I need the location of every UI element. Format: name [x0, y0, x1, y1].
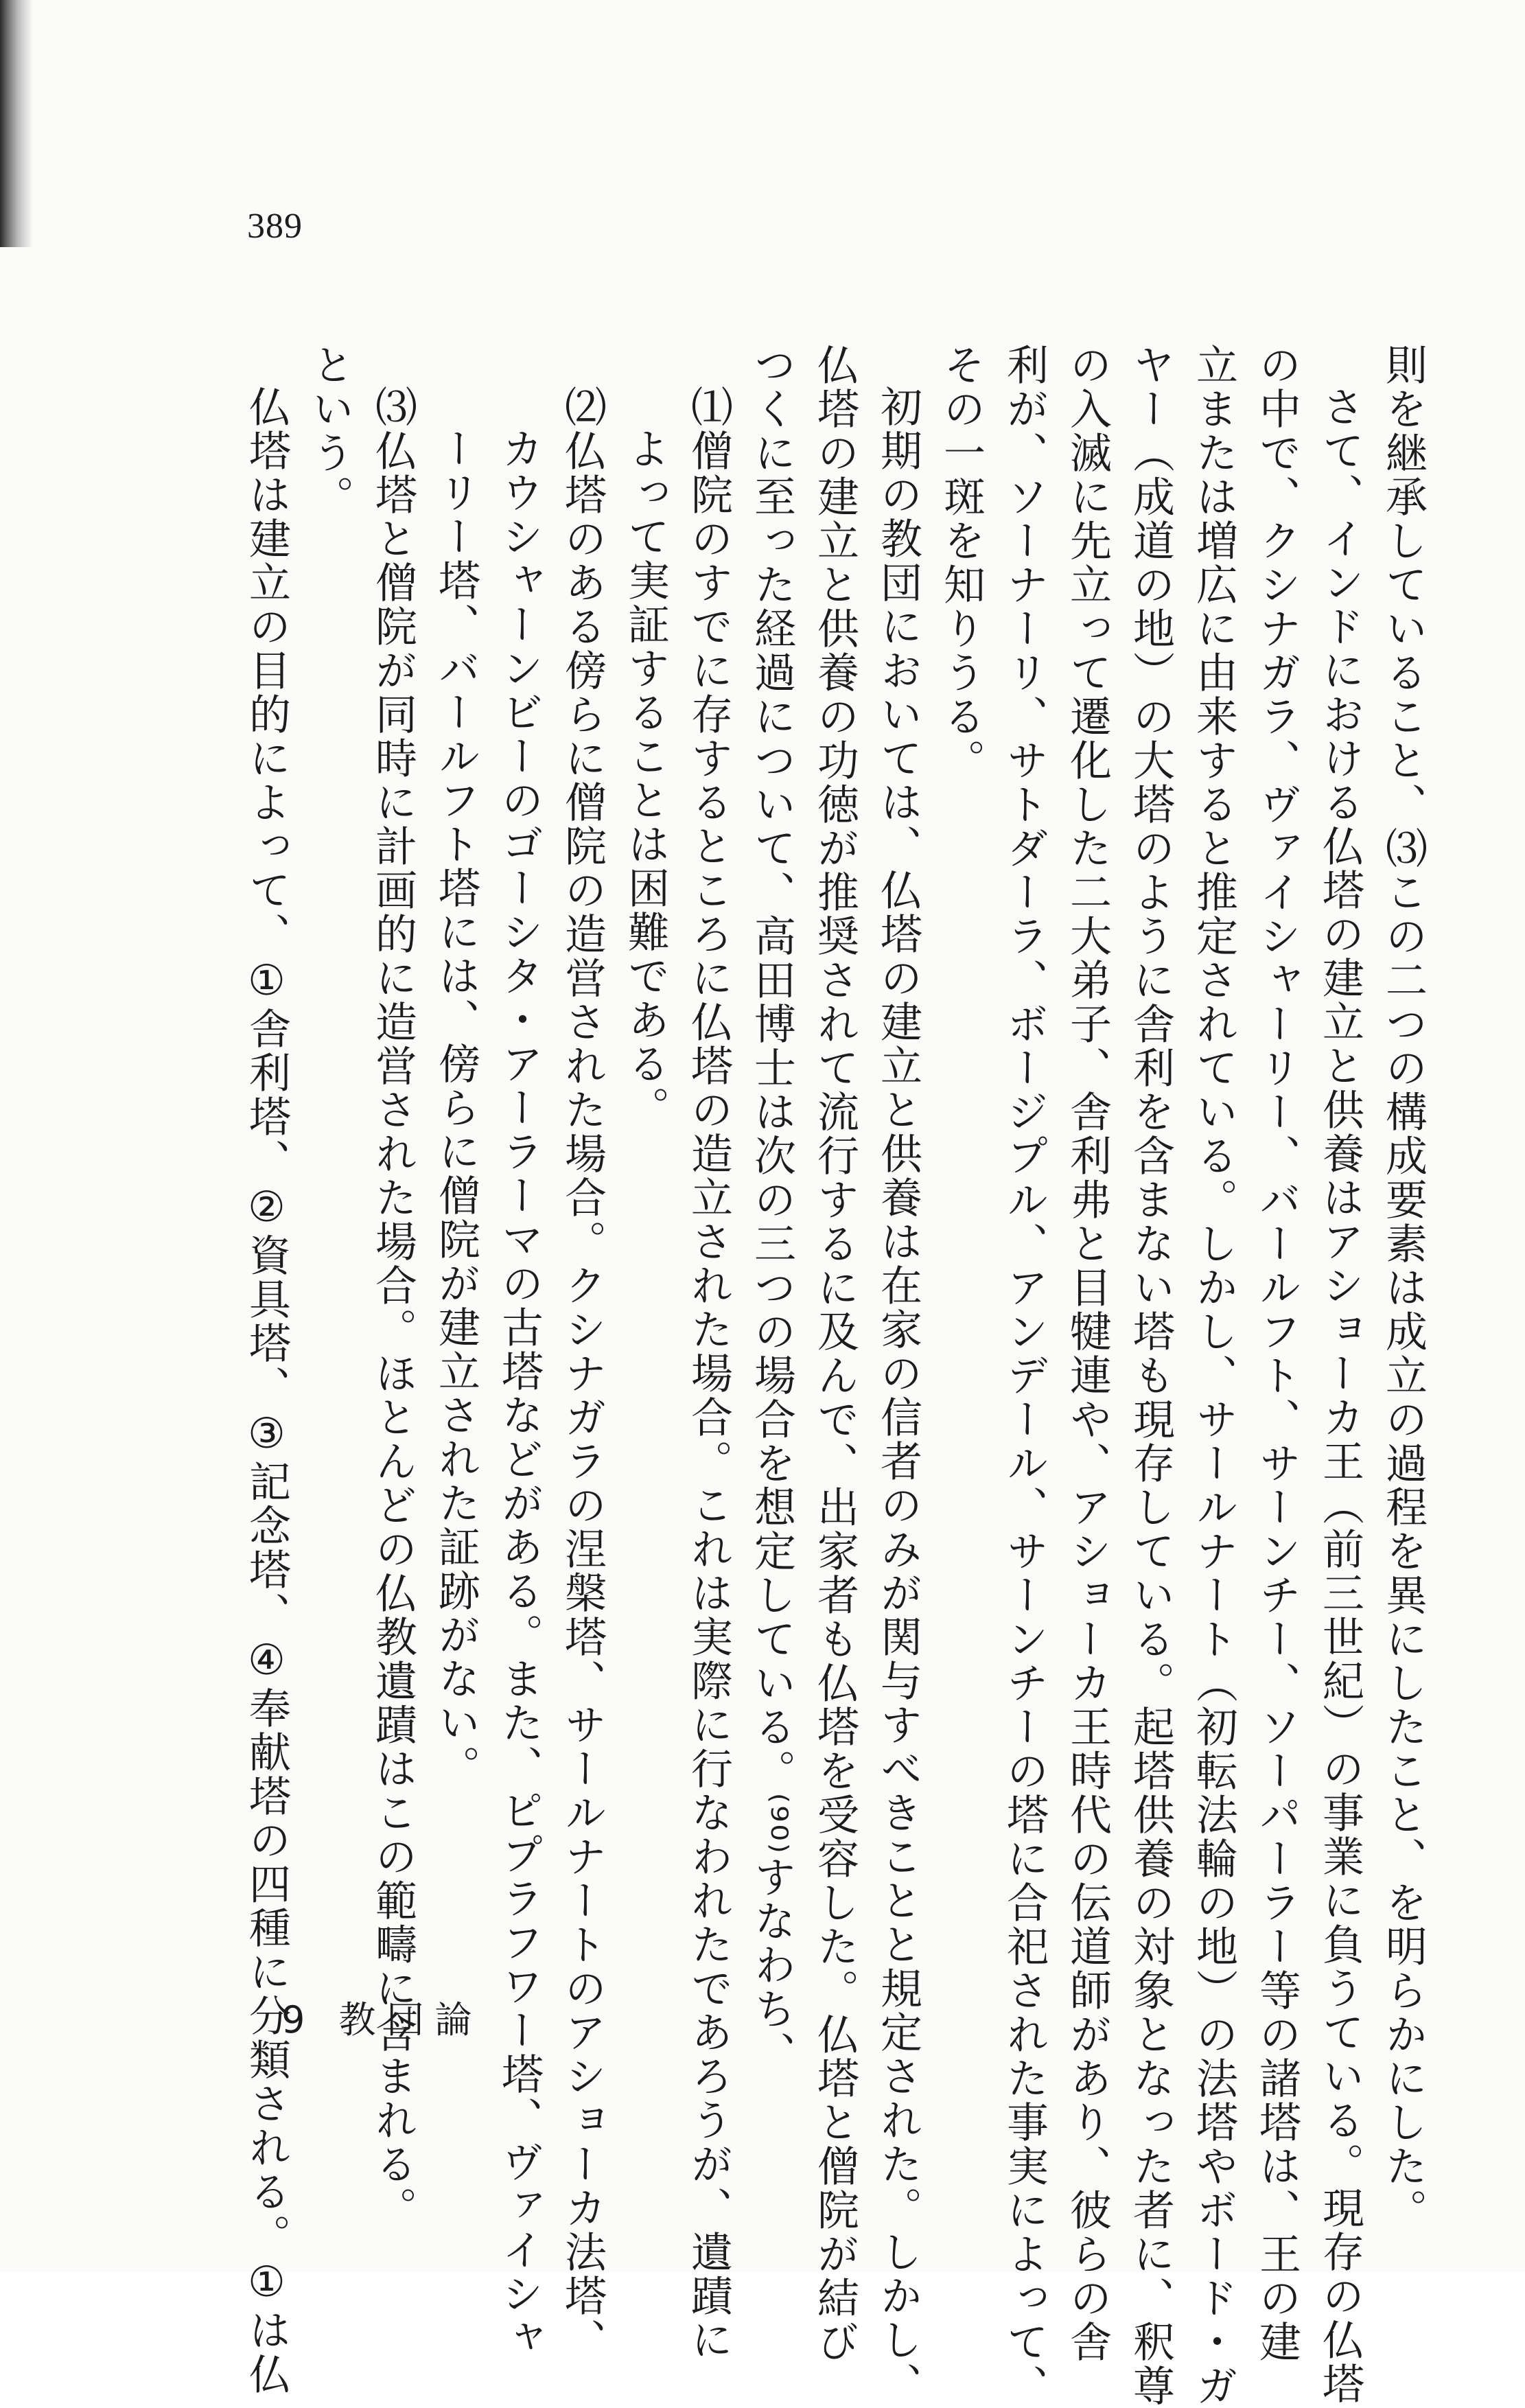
- text-line: の入滅に先立って遷化した二大弟子、舎利弗と目犍連や、アショーカ王時代の伝道師があり、彼らの舎: [1063, 343, 1112, 2364]
- text-line: その一斑を知りうる。: [937, 343, 986, 783]
- text-line: ⑵仏塔のある傍らに僧院の造営された場合。クシナガラの涅槃塔、サールナートのアショーカ法塔、: [558, 385, 607, 2362]
- running-footer: 9 教団論: [281, 1998, 483, 2041]
- text-line: よって実証することは困難である。: [621, 427, 670, 1130]
- text-line: という。: [305, 343, 354, 519]
- text-line: 仏塔の建立と供養の功徳が推奨されて流行するに及んで、出家者も仏塔を受容した。仏塔と僧院が結び: [811, 343, 859, 2364]
- page-number: 389: [247, 207, 303, 246]
- text-line: 初期の教団においては、仏塔の建立と供養は在家の信者のみが関与すべきことと規定された。しかし、: [874, 385, 922, 2406]
- text-line: つくに至った経過について、高田博士は次の三つの場合を想定している。⁽⁹⁰⁾すなわち、: [747, 343, 796, 2075]
- text-line: カウシャーンビーのゴーシタ・アーラーマの古塔などがある。また、ピプラフワー塔、ヴァイシャ: [495, 427, 544, 2360]
- text-line: の中で、クシナガラ、ヴァイシャーリー、バールフト、サーンチー、ソーパーラー等の諸塔は、王の建: [1253, 343, 1301, 2364]
- text-line: 則を継承していること、⑶この二つの構成要素は成立の過程を異にしたこと、を明らかにした。: [1379, 343, 1428, 2232]
- text-line: さて、インドにおける仏塔の建立と供養はアショーカ王（前三世紀）の事業に負うている。現存の仏塔: [1316, 385, 1364, 2406]
- text-line: 利が、ソーナーリ、サトダーラ、ボージプル、アンデール、サーンチーの塔に合祀された事実によって、: [1000, 343, 1049, 2408]
- text-line: ーリー塔、バールフト塔には、傍らに僧院が建立された証跡がない。: [432, 427, 480, 1789]
- text-line: ⑴僧院のすでに存するところに仏塔の造立された場合。これは実際に行なわれたであろうが、遺蹟に: [684, 385, 733, 2362]
- text-line: ⑶仏塔と僧院が同時に計画的に造営された場合。ほとんどの仏教遺蹟はこの範疇に含まれる。: [369, 385, 417, 2230]
- text-line: 立または増広に由来すると推定されている。しかし、サールナート（初転法輪の地）の法塔やボード・ガ: [1189, 343, 1238, 2408]
- text-line: 仏塔は建立の目的によって、①舎利塔、②資具塔、③記念塔、④奉献塔の四種に分類される。①は仏: [242, 385, 291, 2396]
- text-line: ヤー（成道の地）の大塔のように舎利を含まない塔も現存している。起塔供養の対象となった者に、釈尊: [1126, 343, 1175, 2408]
- binding-shadow: [0, 0, 33, 247]
